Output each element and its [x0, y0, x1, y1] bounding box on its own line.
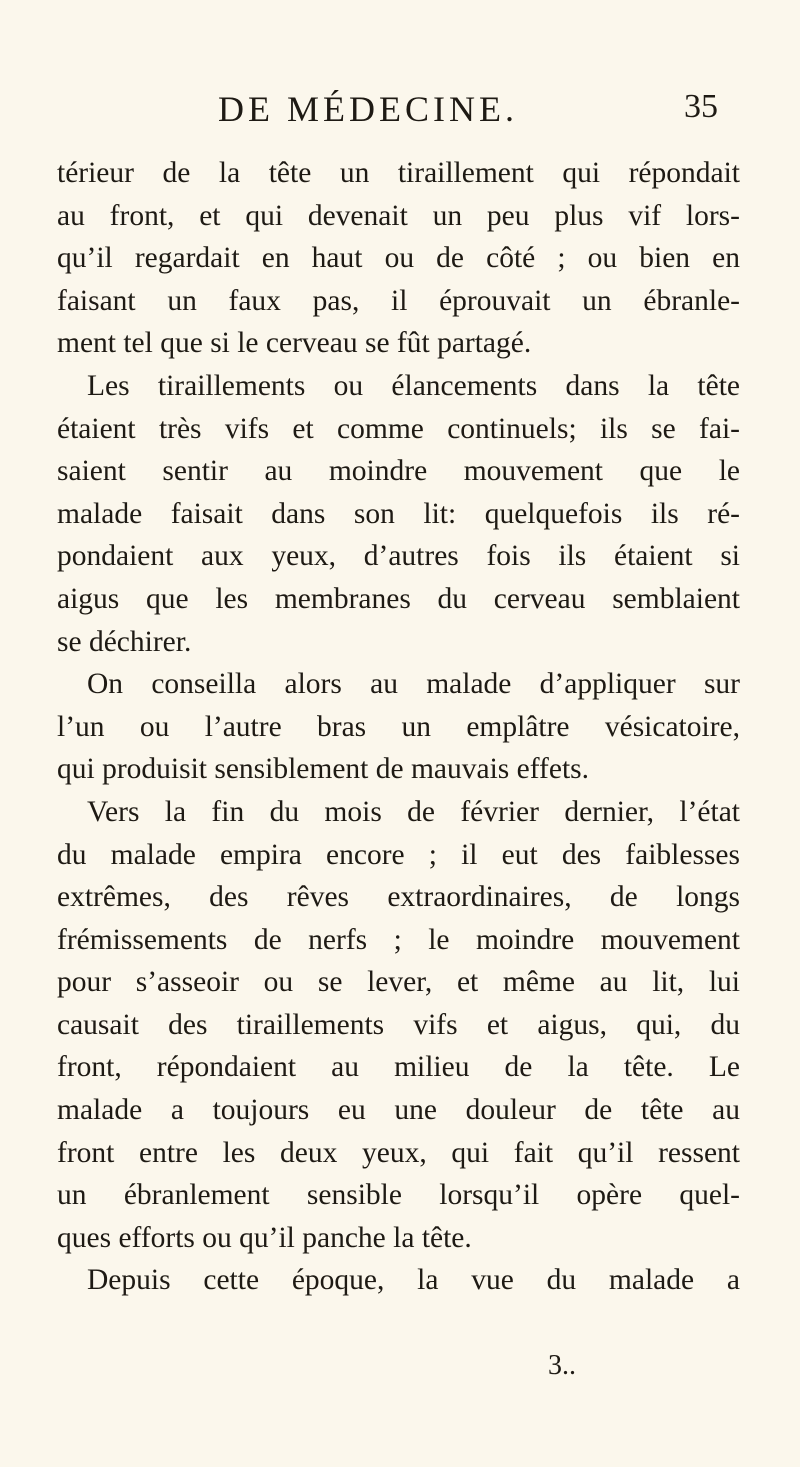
- page-number: 35: [684, 88, 718, 125]
- signature-mark: 3..: [548, 1350, 576, 1381]
- text-line: qui produisit sensiblement de mauvais effets.: [57, 753, 589, 786]
- text-line: front entre les deux yeux, qui fait qu’il ressent: [57, 1136, 740, 1169]
- text-line: pondaient aux yeux, d’autres fois ils étaient si: [57, 540, 740, 573]
- text-line: malade faisait dans son lit: quelquefois ils ré-: [57, 497, 740, 530]
- text-line: pour s’asseoir ou se lever, et même au lit, lui: [57, 966, 740, 999]
- text-line: Depuis cette époque, la vue du malade a: [87, 1264, 740, 1297]
- text-line: étaient très vifs et comme continuels; ils se fai-: [57, 412, 740, 445]
- running-title: DE MÉDECINE.: [218, 89, 518, 129]
- text-line: malade a toujours eu une douleur de tête au: [57, 1094, 740, 1127]
- text-line: saient sentir au moindre mouvement que le: [57, 455, 740, 488]
- text-line: extrêmes, des rêves extraordinaires, de longs: [57, 881, 740, 914]
- page-header: [218, 88, 718, 138]
- text-line: aigus que les membranes du cerveau semblaient: [57, 582, 740, 615]
- text-line: causait des tiraillements vifs et aigus, qui, du: [57, 1008, 740, 1041]
- text-line: au front, et qui devenait un peu plus vif lors-: [57, 199, 740, 232]
- text-line: du malade empira encore ; il eut des faiblesses: [57, 838, 740, 871]
- text-line: térieur de la tête un tiraillement qui répondait: [57, 157, 740, 189]
- text-line: Les tiraillements ou élancements dans la tête: [87, 369, 740, 402]
- text-line: se déchirer.: [57, 625, 192, 658]
- text-line: ment tel que si le cerveau se fût partagé.: [57, 327, 532, 360]
- text-line: Vers la fin du mois de février dernier, l’état: [87, 795, 740, 828]
- text-line: front, répondaient au milieu de la tête. Le: [57, 1051, 740, 1084]
- text-line: un ébranlement sensible lorsqu’il opère quel-: [57, 1179, 740, 1212]
- text-line: faisant un faux pas, il éprouvait un ébranle-: [57, 284, 740, 317]
- text-line: l’un ou l’autre bras un emplâtre vésicatoire,: [57, 710, 740, 743]
- text-line: ques efforts ou qu’il panche la tête.: [57, 1221, 472, 1254]
- body-text: [57, 152, 740, 1302]
- text-line: qu’il regardait en haut ou de côté ; ou bien en: [57, 242, 740, 275]
- text-line: frémissements de nerfs ; le moindre mouvement: [57, 923, 740, 956]
- text-line: On conseilla alors au malade d’appliquer sur: [87, 668, 740, 701]
